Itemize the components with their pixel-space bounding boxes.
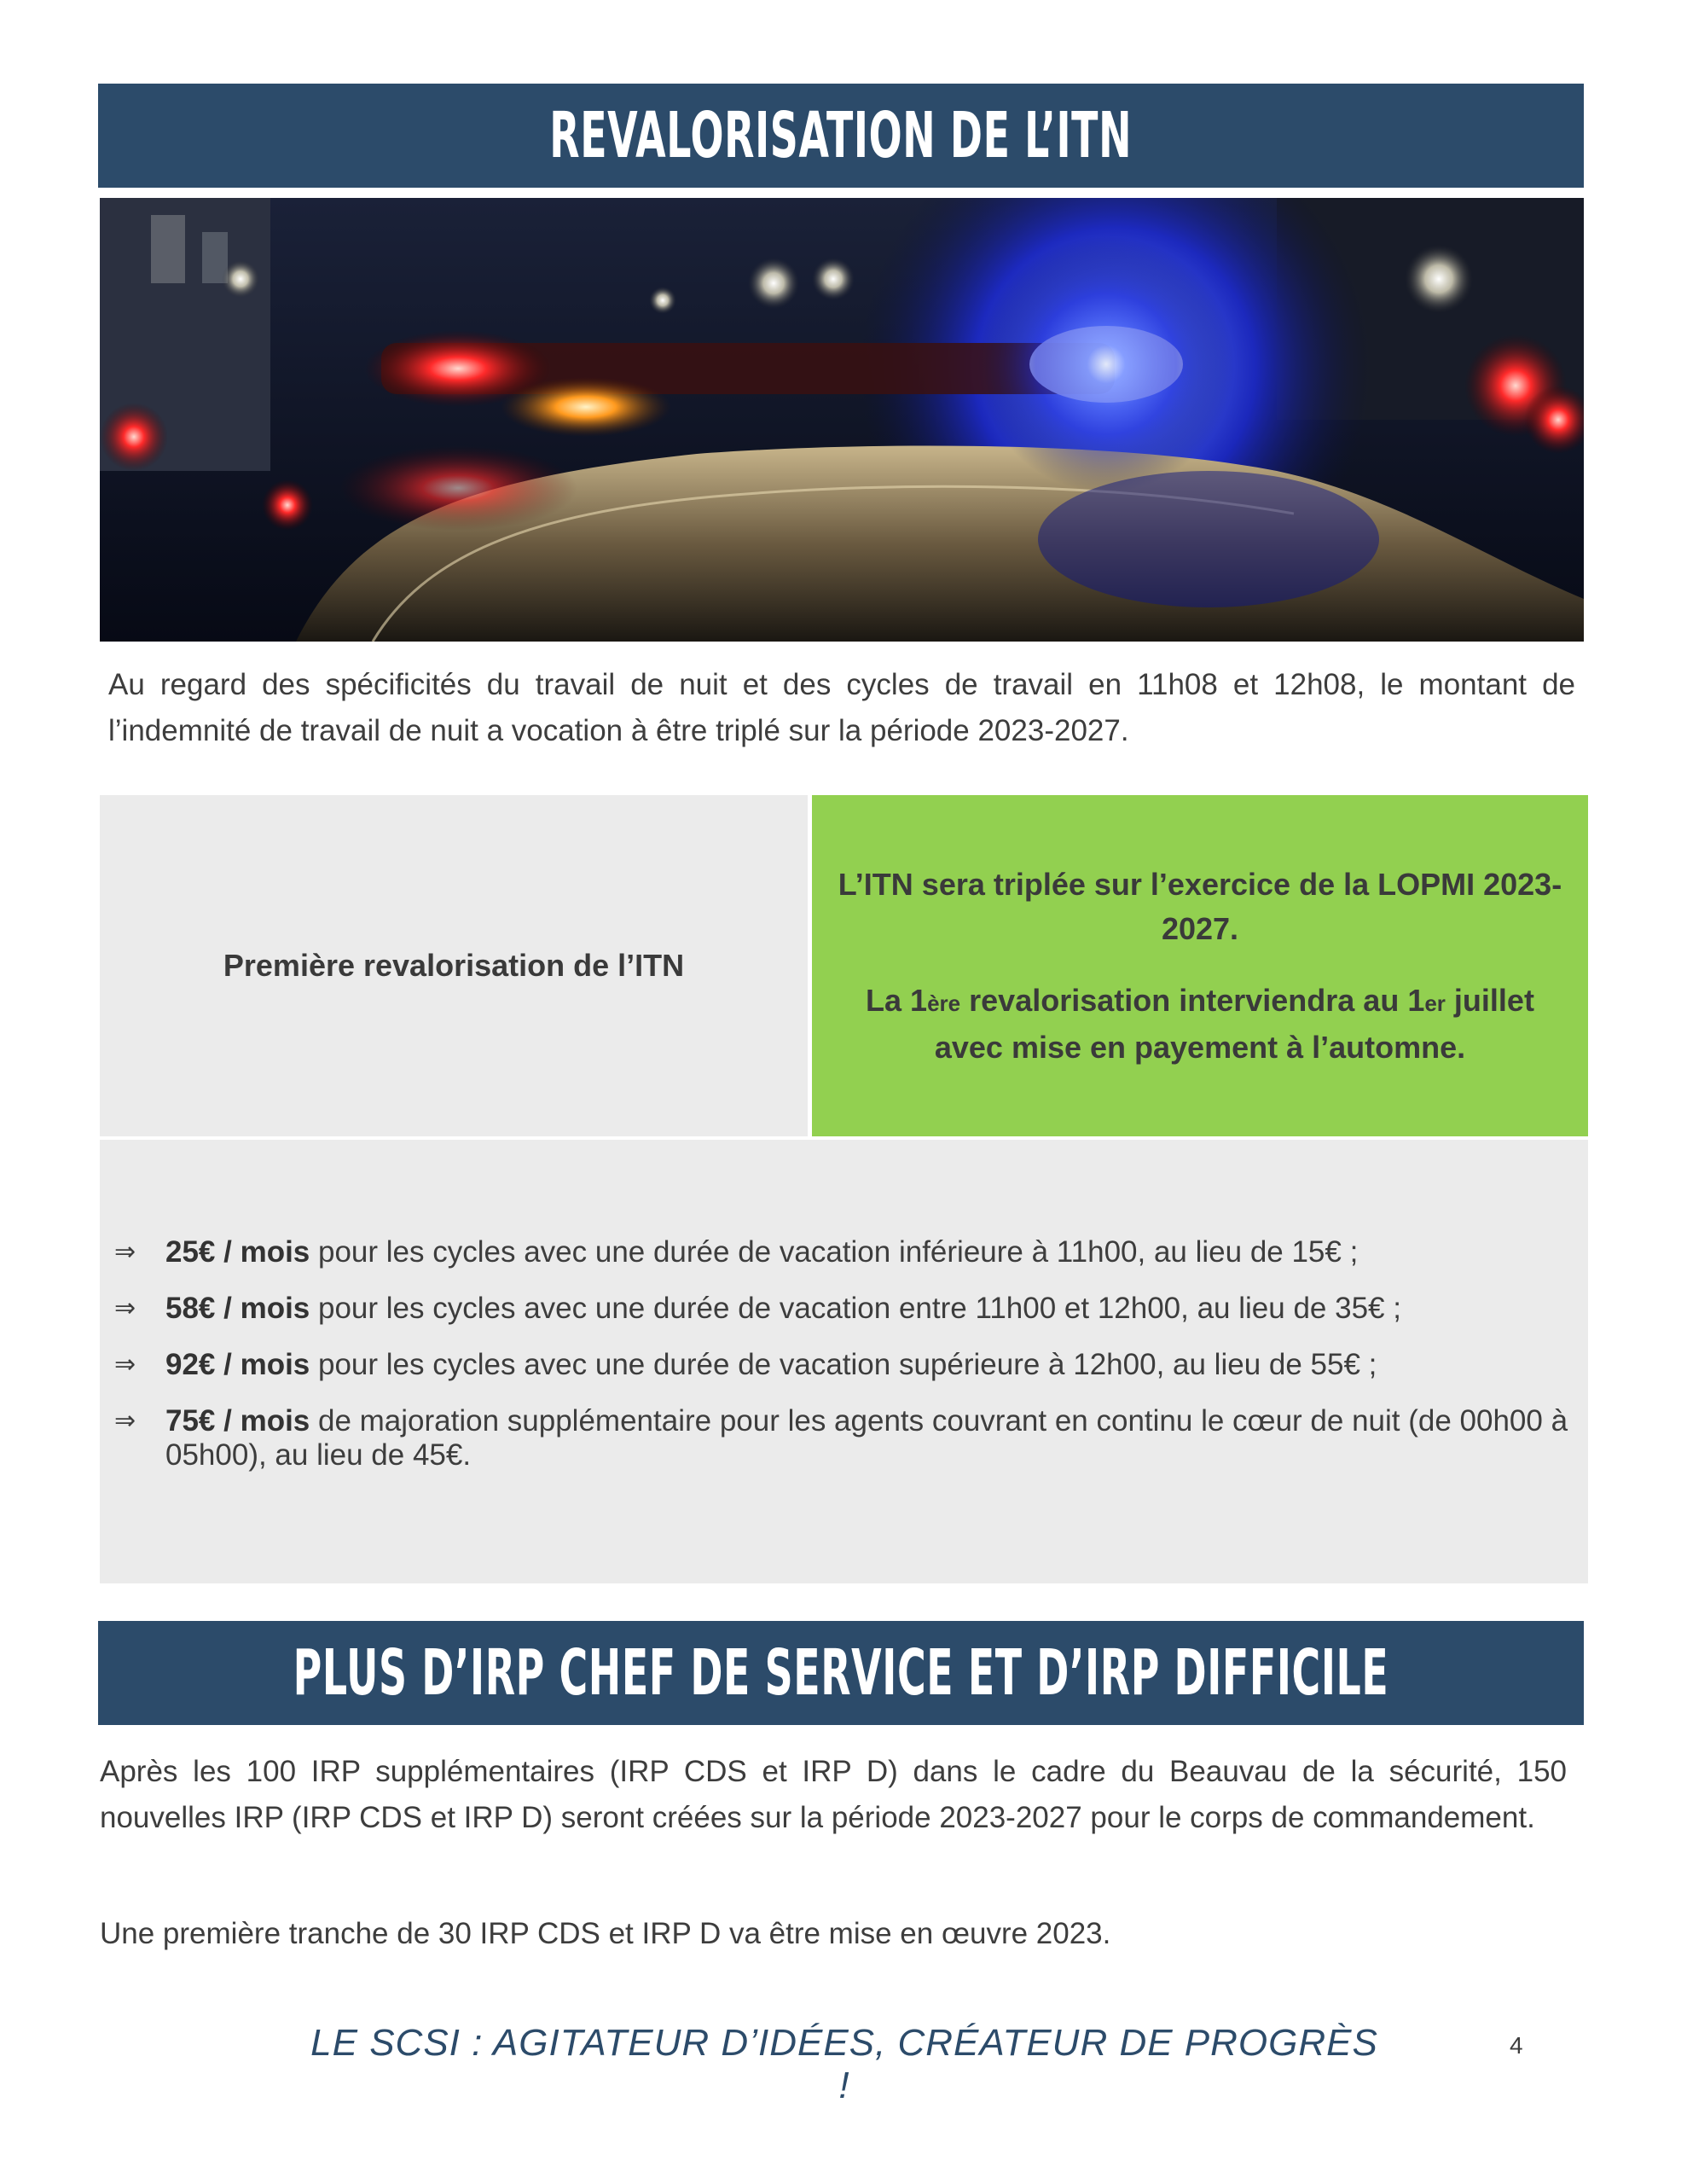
- list-item: ⇒ 58€ / mois pour les cycles avec une durée de vacation entre 11h00 et 12h00, au lieu de 35€ ;: [114, 1292, 1401, 1325]
- irp-paragraph-1: Après les 100 IRP supplémentaires (IRP CDS et IRP D) dans le cadre du Beauvau de la sécurité, 150 nouvelles IRP (IRP CDS et IRP D) seront créées sur la période 2023-2027 pour le corps de commandement.: [100, 1755, 1567, 1834]
- list-item: ⇒ 92€ / mois pour les cycles avec une durée de vacation supérieure à 12h00, au lieu de 55€ ;: [114, 1348, 1377, 1381]
- footer-slogan: LE SCSI : AGITATEUR D’IDÉES, CRÉATEUR DE PROGRÈS !: [310, 2022, 1378, 2106]
- section-title-irp: [98, 1621, 1584, 1725]
- list-item: ⇒ 75€ / mois de majoration supplémentaire pour les agents couvrant en continu le cœur de nuit (de 00h00 à 05h00), au lieu de 45€.: [114, 1404, 1568, 1472]
- page-number: 4: [1510, 2032, 1523, 2059]
- irp-paragraph-2: Une première tranche de 30 IRP CDS et IRP D va être mise en œuvre 2023.: [100, 1917, 1111, 1950]
- revaluation-date-statement: La 1ère revalorisation interviendra au 1er juillet avec mise en payement à l’automne.: [866, 982, 1534, 1065]
- section-title-itn: [98, 84, 1584, 188]
- list-item: ⇒ 25€ / mois pour les cycles avec une durée de vacation inférieure à 11h00, au lieu de 15€ ;: [114, 1235, 1359, 1269]
- lopmi-highlight-box: [812, 795, 1588, 1136]
- first-revaluation-label-box: [100, 795, 808, 1136]
- itn-intro-paragraph: Au regard des spécificités du travail de nuit et des cycles de travail en 11h08 et 12h08, le montant de l’indemnité de travail de nuit a vocation à être triplé sur la période 2023-2027.: [108, 668, 1575, 747]
- first-revaluation-label: Première revalorisation de l’ITN: [223, 948, 685, 983]
- arrow-icon: ⇒: [114, 1237, 136, 1267]
- arrow-icon: ⇒: [114, 1293, 136, 1323]
- section-title-itn-text: REVALORISATION DE L’ITN: [549, 99, 1133, 172]
- amounts-list: [113, 1235, 1580, 1495]
- lopmi-triple-statement: L’ITN sera triplée sur l’exercice de la LOPMI 2023-2027.: [838, 866, 1562, 946]
- arrow-icon: ⇒: [114, 1350, 136, 1380]
- amounts-box: [100, 1140, 1588, 1583]
- arrow-icon: ⇒: [114, 1406, 136, 1436]
- police-car-night-photo: [100, 198, 1584, 642]
- section-title-irp-text: PLUS D’IRP CHEF DE SERVICE ET D’IRP DIFFICILE: [293, 1636, 1389, 1710]
